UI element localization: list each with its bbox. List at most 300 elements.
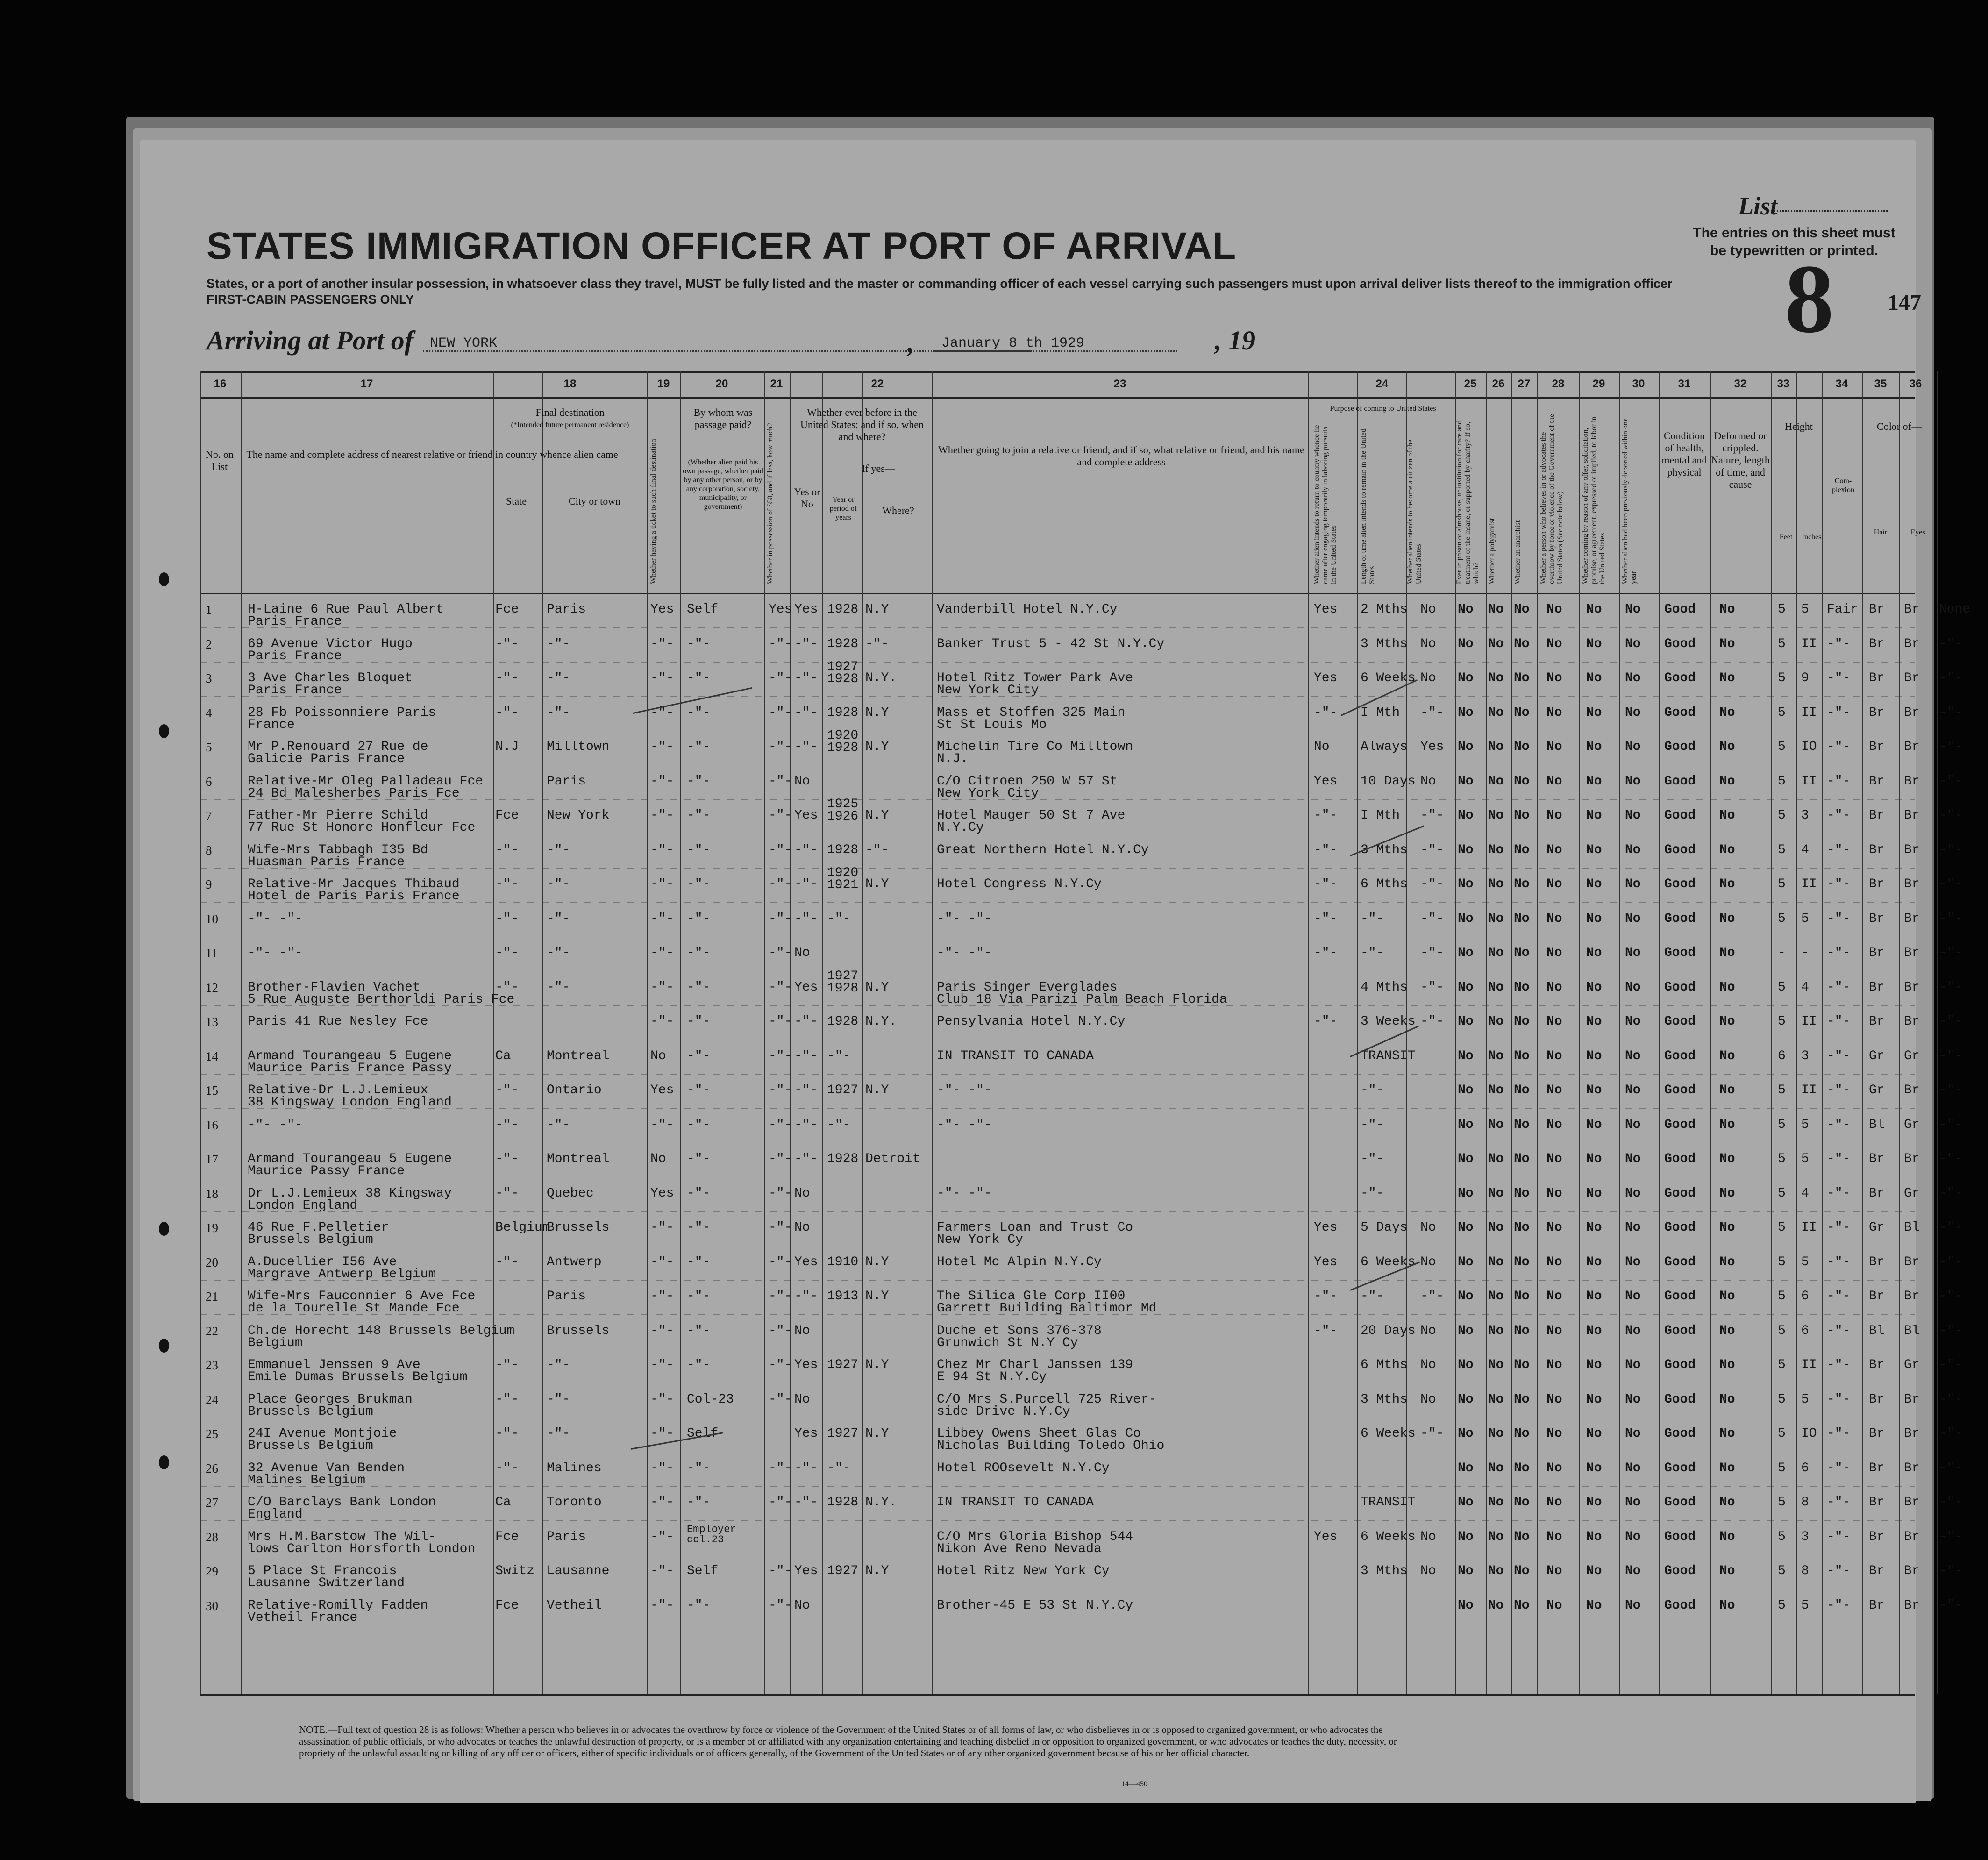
cell-feet: 5 — [1778, 1323, 1786, 1338]
cell-c30: No — [1625, 1495, 1641, 1510]
cell-join1: Duche et Sons 376-378 — [937, 1323, 1102, 1338]
cell-year: 1928 — [827, 672, 859, 686]
cell-c27: No — [1514, 877, 1530, 891]
cell-c26: No — [1488, 671, 1504, 685]
cell-city: Paris — [547, 1289, 586, 1304]
cell-complexion: Fair — [1827, 602, 1859, 617]
cell-c25: No — [1458, 1529, 1474, 1544]
cell-deformed: No — [1719, 1152, 1735, 1166]
cell-state: -"- — [495, 946, 519, 960]
header-prison: Ever in prison or almshouse, or institution for care and treatment of the insane, or supported by charity? If so, which? — [1455, 420, 1480, 584]
cell-year: 1928 — [827, 705, 859, 720]
cell-health: Good — [1664, 980, 1696, 995]
cell-c26: No — [1488, 1254, 1504, 1269]
cell-c28: No — [1546, 1220, 1562, 1235]
cell-join1: The Silica Gle Corp II00 — [937, 1289, 1126, 1304]
cell-paid: -"- — [687, 705, 711, 720]
cell-eyes: Br — [1904, 808, 1920, 823]
binder-hole — [159, 724, 169, 738]
cell-no: 19 — [206, 1221, 218, 1235]
cell-hair: Br — [1869, 1461, 1885, 1475]
cell-ticket: Yes — [650, 1186, 674, 1201]
cell-health: Good — [1664, 1529, 1696, 1544]
cell-money: -"- — [769, 1117, 792, 1132]
cell-ticket: -"- — [650, 911, 674, 926]
cell-rel2: France — [248, 717, 295, 732]
cell-ticket: -"- — [650, 1289, 674, 1304]
cell-complexion: -"- — [1827, 1220, 1851, 1235]
header-ticket: Whether having a ticket to such final destination — [649, 439, 657, 584]
cell-marks: -"- — [1939, 1186, 1963, 1201]
cell-p3: No — [1420, 1392, 1436, 1407]
table-row — [200, 1418, 1963, 1453]
cell-c27: No — [1514, 842, 1530, 857]
cell-eyes: Br — [1904, 1254, 1920, 1269]
cell-ticket: -"- — [650, 877, 674, 891]
cell-c26: No — [1488, 636, 1504, 651]
cell-marks: -"- — [1939, 1289, 1963, 1304]
cell-before: -"- — [794, 671, 818, 685]
cell-c25: No — [1458, 1323, 1474, 1338]
cell-health: Good — [1664, 1461, 1696, 1475]
cell-c29: No — [1586, 1186, 1602, 1201]
cell-rel2: England — [248, 1507, 303, 1522]
cell-money: -"- — [769, 636, 792, 651]
cell-city: -"- — [547, 911, 570, 926]
cell-deformed: No — [1719, 1323, 1735, 1338]
cell-inches: 8 — [1801, 1564, 1809, 1578]
cell-year: 1928 — [827, 1495, 859, 1510]
cell-paid: -"- — [687, 1048, 711, 1063]
cell-c25: No — [1458, 740, 1474, 754]
cell-where: N.Y — [865, 808, 889, 823]
cell-year: 1913 — [827, 1289, 859, 1304]
table-row — [200, 593, 1971, 629]
cell-complexion: -"- — [1827, 877, 1851, 891]
cell-c25: No — [1458, 1152, 1474, 1166]
cell-c30: No — [1625, 774, 1641, 789]
cell-c28: No — [1546, 980, 1562, 995]
cell-rel1: Paris 41 Rue Nesley Fce — [248, 1014, 428, 1029]
cell-c25: No — [1458, 877, 1474, 891]
cell-join2: Grunwich St N.Y Cy — [937, 1335, 1078, 1350]
cell-p1: -"- — [1314, 1014, 1338, 1029]
cell-c28: No — [1546, 1289, 1562, 1304]
cell-feet: 5 — [1778, 1392, 1786, 1407]
cell-where: -"- — [865, 842, 889, 857]
cell-health: Good — [1664, 1048, 1696, 1063]
cell-money: -"- — [769, 1323, 792, 1338]
cell-paid: Employer col.23 — [687, 1523, 736, 1546]
cell-feet: 5 — [1778, 1426, 1786, 1441]
cell-complexion: -"- — [1827, 774, 1851, 789]
table-row — [200, 1383, 1963, 1419]
cell-c28: No — [1546, 671, 1562, 685]
cell-inches: 4 — [1801, 980, 1809, 995]
list-number-line — [1771, 210, 1888, 212]
cell-complexion: -"- — [1827, 1186, 1851, 1201]
cell-c25: No — [1458, 1495, 1474, 1510]
cell-year: 1928 — [827, 1152, 859, 1166]
cell-no: 27 — [206, 1496, 218, 1510]
cell-p1: -"- — [1314, 1289, 1338, 1304]
page-title: STATES IMMIGRATION OFFICER AT PORT OF ARRIVAL — [207, 225, 1237, 267]
cell-c26: No — [1488, 877, 1504, 891]
cell-health: Good — [1664, 1392, 1696, 1407]
cell-hair: Br — [1869, 705, 1885, 720]
table-row — [200, 1143, 1963, 1178]
cell-p2: 3 Mths — [1361, 1392, 1408, 1407]
cell-join2: Club 18 Via Parizi Palm Beach Florida — [937, 992, 1227, 1007]
cell-state: Fce — [495, 1598, 519, 1613]
cell-p2: -"- — [1361, 1117, 1384, 1132]
cell-ticket: -"- — [650, 1598, 674, 1613]
cell-inches: II — [1801, 1083, 1817, 1097]
cell-health: Good — [1664, 1152, 1696, 1166]
cell-rel2: Lausanne Switzerland — [248, 1576, 405, 1590]
cell-complexion: -"- — [1827, 1529, 1851, 1544]
table-row — [200, 1211, 1963, 1247]
cell-inches: 6 — [1801, 1461, 1809, 1475]
cell-eyes: Br — [1904, 842, 1920, 857]
cell-feet: 5 — [1778, 1358, 1786, 1372]
table-row — [200, 1177, 1963, 1213]
column-number: 30 — [1632, 378, 1645, 390]
cell-rel2: Maurice Passy France — [248, 1164, 405, 1178]
table-row — [200, 765, 1963, 801]
cell-ticket: Yes — [650, 602, 674, 617]
cell-no: 24 — [206, 1392, 218, 1407]
cell-hair: Gr — [1869, 1220, 1885, 1235]
cell-marks: -"- — [1939, 1323, 1963, 1338]
cell-where: N.Y — [865, 1426, 889, 1441]
header-purpose-return: Whether alien intends to return to country whence he came after engaging temporarily in laboring pursuits in the United States — [1313, 425, 1338, 584]
table-row — [200, 1349, 1963, 1384]
cell-before: Yes — [794, 1564, 818, 1578]
cell-join1: Hotel Congress N.Y.Cy — [937, 877, 1102, 891]
cell-join1: Vanderbill Hotel N.Y.Cy — [937, 602, 1118, 617]
cell-c25: No — [1458, 1186, 1474, 1201]
cell-inches: 6 — [1801, 1289, 1809, 1304]
cell-c29: No — [1586, 671, 1602, 685]
cell-eyes: Br — [1904, 705, 1920, 720]
header-year-period: Year or period of years — [829, 496, 857, 521]
cell-inches: 8 — [1801, 1495, 1809, 1510]
cell-join2: New York City — [937, 683, 1039, 698]
cell-health: Good — [1664, 671, 1696, 685]
cell-c28: No — [1546, 740, 1562, 754]
header-inches: Inches — [1802, 533, 1822, 541]
cell-deformed: No — [1719, 911, 1735, 926]
cell-p2: 6 Mths — [1361, 877, 1408, 891]
header-relative: The name and complete address of nearest relative or friend in country whence alien came — [246, 449, 618, 460]
cell-c29: No — [1586, 946, 1602, 960]
cell-rel1: Armand Tourangeau 5 Eugene — [248, 1048, 452, 1063]
cell-where: N.Y. — [865, 1495, 897, 1510]
cell-feet: 6 — [1778, 1048, 1786, 1063]
cell-p2: 3 Mths — [1361, 1564, 1408, 1578]
cell-health: Good — [1664, 1358, 1696, 1372]
cell-ticket: -"- — [650, 808, 674, 823]
cell-deformed: No — [1719, 1358, 1735, 1372]
cell-c29: No — [1586, 877, 1602, 891]
binder-hole — [159, 1339, 169, 1353]
cell-health: Good — [1664, 1323, 1696, 1338]
cell-hair: Br — [1869, 1254, 1885, 1269]
cell-c25: No — [1458, 1564, 1474, 1578]
cell-p2: I Mth — [1361, 705, 1400, 720]
cell-c25: No — [1458, 1426, 1474, 1441]
cell-p3: No — [1420, 1323, 1436, 1338]
cell-before: -"- — [794, 705, 818, 720]
cell-deformed: No — [1719, 946, 1735, 960]
table-row — [200, 1486, 1963, 1522]
cell-state: -"- — [495, 1152, 519, 1166]
cell-deformed: No — [1719, 1048, 1735, 1063]
column-number: 24 — [1375, 378, 1389, 390]
column-number: 25 — [1464, 378, 1477, 390]
cell-city: Lausanne — [547, 1564, 610, 1578]
cell-inches: II — [1801, 705, 1817, 720]
cell-no: 16 — [206, 1118, 218, 1132]
cell-paid: -"- — [687, 1461, 711, 1475]
cell-c30: No — [1625, 602, 1641, 617]
cell-p2: -"- — [1361, 1186, 1384, 1201]
cell-p2: 6 Weeks — [1361, 671, 1416, 685]
cell-marks: -"- — [1939, 1048, 1963, 1063]
cell-deformed: No — [1719, 1220, 1735, 1235]
cell-c25: No — [1458, 636, 1474, 651]
cell-marks: -"- — [1939, 1117, 1963, 1132]
cell-p2: 2 Mths — [1361, 602, 1408, 617]
table-row — [200, 797, 1963, 835]
cell-city: -"- — [547, 1426, 570, 1441]
cell-join2: E 94 St N.Y.Cy — [937, 1370, 1047, 1384]
header-color-of: Color of— — [1877, 420, 1922, 432]
cell-paid: -"- — [687, 1117, 711, 1132]
cell-state: -"- — [495, 1117, 519, 1132]
cell-c26: No — [1488, 1186, 1504, 1201]
cell-c26: No — [1488, 911, 1504, 926]
port-value: NEW YORK — [430, 335, 498, 351]
cell-c26: No — [1488, 946, 1504, 960]
cell-state: Fce — [495, 808, 519, 823]
cell-c26: No — [1488, 1495, 1504, 1510]
cell-hair: Br — [1869, 636, 1885, 651]
cell-p2: 6 Weeks — [1361, 1254, 1416, 1269]
cell-city: -"- — [547, 705, 570, 720]
cell-eyes: Br — [1904, 1289, 1920, 1304]
cell-before: -"- — [794, 1289, 818, 1304]
cell-join1: -"- -"- — [937, 946, 992, 960]
cell-marks: -"- — [1939, 1426, 1963, 1441]
cell-marks: -"- — [1939, 705, 1963, 720]
cell-join1: Brother-45 E 53 St N.Y.Cy — [937, 1598, 1133, 1613]
cell-join1: Farmers Loan and Trust Co — [937, 1220, 1133, 1235]
cell-p3: No — [1420, 1529, 1436, 1544]
cell-state: -"- — [495, 636, 519, 651]
cell-marks: -"- — [1939, 636, 1963, 651]
cell-c30: No — [1625, 980, 1641, 995]
cell-c28: No — [1546, 1117, 1562, 1132]
cell-health: Good — [1664, 602, 1696, 617]
cell-c25: No — [1458, 1358, 1474, 1372]
cell-c28: No — [1546, 842, 1562, 857]
cell-c29: No — [1586, 636, 1602, 651]
cell-rel1: Wife-Mrs Tabbagh I35 Bd — [248, 842, 428, 857]
cell-money: -"- — [769, 1461, 792, 1475]
cell-eyes: Br — [1904, 774, 1920, 789]
cell-paid: -"- — [687, 1152, 711, 1166]
cell-rel1: Mrs H.M.Barstow The Wil- — [248, 1529, 436, 1544]
cell-paid: -"- — [687, 1598, 711, 1613]
cell-paid: Self — [687, 602, 719, 617]
column-number: 32 — [1734, 378, 1747, 390]
cell-p1: -"- — [1314, 705, 1338, 720]
cell-marks: -"- — [1939, 877, 1963, 891]
cell-paid: -"- — [687, 636, 711, 651]
cell-where: N.Y — [865, 705, 889, 720]
cell-p3: -"- — [1420, 980, 1444, 995]
header-city: City or town — [568, 495, 621, 507]
cell-rel1: Ch.de Horecht 148 Brussels Belgium — [248, 1323, 515, 1338]
cell-p1: -"- — [1314, 911, 1338, 926]
cell-c27: No — [1514, 1358, 1530, 1372]
cell-ticket: -"- — [650, 1529, 674, 1544]
cell-complexion: -"- — [1827, 1014, 1851, 1029]
cell-where: N.Y — [865, 980, 889, 995]
cell-ticket: -"- — [650, 1220, 674, 1235]
cell-c28: No — [1546, 1014, 1562, 1029]
cell-year: 1928 — [827, 981, 859, 996]
cell-c25: No — [1458, 705, 1474, 720]
cell-year2: 1925 — [827, 797, 859, 812]
cell-feet: 5 — [1778, 1598, 1786, 1613]
cell-p1: Yes — [1314, 774, 1338, 789]
cell-rel2: Brussels Belgium — [248, 1404, 373, 1419]
cell-rel2: Huasman Paris France — [248, 855, 405, 869]
cell-p1: -"- — [1314, 1323, 1338, 1338]
cell-rel2: London England — [248, 1198, 358, 1213]
cell-paid: Self — [687, 1564, 719, 1578]
cell-no: 29 — [206, 1564, 218, 1578]
cell-no: 7 — [206, 809, 212, 823]
cell-c28: No — [1546, 1048, 1562, 1063]
cell-ticket: -"- — [650, 1014, 674, 1029]
header-deformed: Deformed or crippled. Nature, length of time, and cause — [1711, 430, 1770, 490]
cell-health: Good — [1664, 1289, 1696, 1304]
cell-money: -"- — [769, 877, 792, 891]
cell-join1: Michelin Tire Co Milltown — [937, 740, 1133, 754]
cell-feet: 5 — [1778, 1083, 1786, 1097]
cell-marks: -"- — [1939, 980, 1963, 995]
cell-eyes: Br — [1904, 911, 1920, 926]
cell-no: 23 — [206, 1358, 218, 1372]
cell-ticket: -"- — [650, 671, 674, 685]
cell-state: -"- — [495, 877, 519, 891]
cell-c30: No — [1625, 946, 1641, 960]
cell-rel2: Paris France — [248, 683, 342, 698]
cell-state: -"- — [495, 1186, 519, 1201]
cell-no: 12 — [206, 980, 218, 995]
cell-c28: No — [1546, 774, 1562, 789]
cell-feet: 5 — [1778, 774, 1786, 789]
header-money: Whether in possession of $50, and if less, how much? — [766, 423, 774, 584]
cell-p1: Yes — [1314, 1220, 1338, 1235]
cell-c28: No — [1546, 1529, 1562, 1544]
cell-deformed: No — [1719, 671, 1735, 685]
cell-city: Paris — [547, 774, 586, 789]
table-row — [200, 1074, 1963, 1110]
header-polygamist: Whether a polygamist — [1488, 518, 1496, 584]
cell-feet: 5 — [1778, 705, 1786, 720]
cell-health: Good — [1664, 1117, 1696, 1132]
cell-money: Yes — [769, 602, 792, 617]
cell-health: Good — [1664, 1014, 1696, 1029]
cell-join2: side Drive N.Y.Cy — [937, 1404, 1070, 1419]
cell-before: Yes — [794, 602, 818, 617]
table-row — [200, 1040, 1963, 1076]
header-before-us: Whether ever before in the United States; and if so, when and where? — [800, 406, 924, 442]
cell-eyes: Bl — [1904, 1323, 1920, 1338]
cell-deformed: No — [1719, 1392, 1735, 1407]
header-purpose-length: Length of time alien intends to remain in the United States — [1360, 428, 1376, 584]
cell-c29: No — [1586, 1495, 1602, 1510]
column-number: 16 — [214, 378, 227, 390]
cell-city: Quebec — [547, 1186, 594, 1201]
cell-feet: 5 — [1778, 1495, 1786, 1510]
cell-paid: -"- — [687, 1358, 711, 1372]
cell-paid: -"- — [687, 980, 711, 995]
cell-rel1: -"- -"- — [248, 946, 303, 960]
cell-rel1: Relative-Mr Oleg Palladeau Fce — [248, 774, 484, 789]
cell-deformed: No — [1719, 842, 1735, 857]
cell-hair: Gr — [1869, 1083, 1885, 1097]
cell-inches: 5 — [1801, 602, 1809, 617]
cell-rel2: Hotel de Paris Paris France — [248, 889, 460, 904]
cell-hair: Br — [1869, 1495, 1885, 1510]
cell-city: Toronto — [547, 1495, 602, 1510]
header-health: Condition of health, mental and physical — [1661, 430, 1707, 478]
cell-inches: 5 — [1801, 1117, 1809, 1132]
cell-before: No — [794, 1186, 810, 1201]
cell-c27: No — [1514, 1461, 1530, 1475]
cell-feet: - — [1778, 946, 1786, 960]
cell-eyes: Br — [1904, 1529, 1920, 1544]
table-row — [200, 1246, 1963, 1282]
cell-p2: 3 Weeks — [1361, 1014, 1416, 1029]
cell-complexion: -"- — [1827, 1598, 1851, 1613]
cell-paid: -"- — [687, 1220, 711, 1235]
cell-c29: No — [1586, 705, 1602, 720]
cell-no: 26 — [206, 1461, 218, 1475]
cell-marks: -"- — [1939, 1254, 1963, 1269]
cell-feet: 5 — [1778, 980, 1786, 995]
cell-c28: No — [1546, 1358, 1562, 1372]
header-yes-no: Yes or No — [794, 486, 820, 510]
cell-state: N.J — [495, 740, 519, 754]
cell-join1: Mass et Stoffen 325 Main — [937, 705, 1126, 720]
cell-city: -"- — [547, 842, 570, 857]
cell-c26: No — [1488, 1426, 1504, 1441]
column-number: 27 — [1518, 378, 1531, 390]
cell-c28: No — [1546, 1392, 1562, 1407]
cell-rel1: H-Laine 6 Rue Paul Albert — [248, 602, 444, 617]
cell-c27: No — [1514, 946, 1530, 960]
cell-c30: No — [1625, 1461, 1641, 1475]
cell-money: -"- — [769, 946, 792, 960]
cell-rel1: Emmanuel Jenssen 9 Ave — [248, 1358, 420, 1372]
